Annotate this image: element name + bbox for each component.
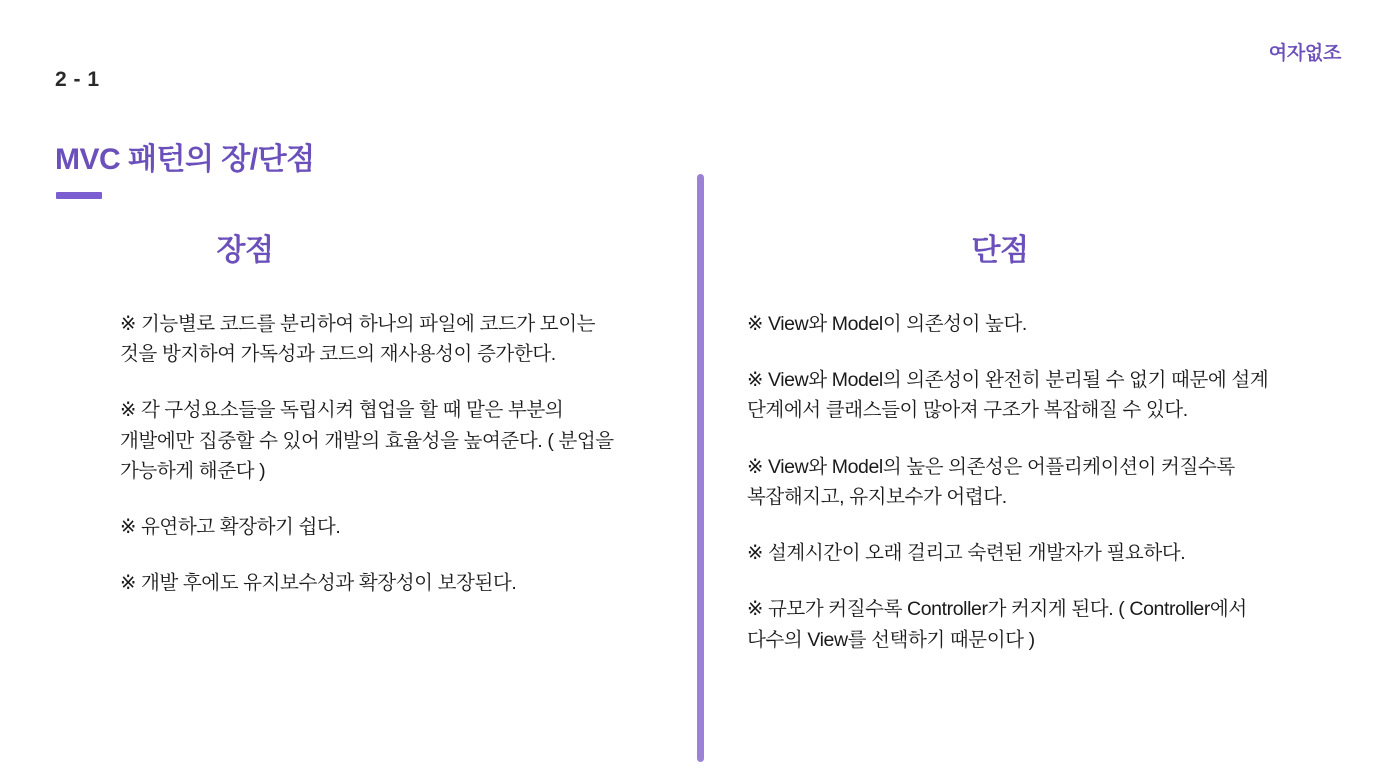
cons-list (740, 309, 1360, 655)
pros-heading: 장점 (216, 234, 274, 267)
list-item: ※ 유연하고 확장하기 쉽다. (120, 516, 341, 539)
pros-column (55, 225, 675, 625)
list-item: ※ View와 Model이 의존성이 높다. (747, 313, 1027, 335)
list-item: ※ 기능별로 코드를 분리하여 하나의 파일에 코드가 모이는 것을 방지하여 가독성과 코드의 재사용성이 증가한다. (120, 313, 596, 366)
column-divider (697, 174, 704, 762)
pros-list (55, 309, 675, 599)
list-item: ※ View와 Model의 의존성이 완전히 분리될 수 없기 때문에 설계 단계에서 클래스들이 많아져 구조가 복잡해질 수 있다. (747, 369, 1269, 422)
title-underline-rule (56, 192, 102, 199)
list-item: ※ 규모가 커질수록 Controller가 커지게 된다. ( Controller에서 다수의 View를 선택하기 때문이다 ) (747, 598, 1247, 651)
list-item: ※ 설계시간이 오래 걸리고 숙련된 개발자가 필요하다. (747, 542, 1186, 565)
page-title: MVC 패턴의 장/단점 (55, 143, 315, 176)
cons-column (740, 225, 1360, 681)
brand-tag: 여자없조 (1268, 43, 1341, 64)
list-item: ※ 각 구성요소들을 독립시켜 협업을 할 때 맡은 부분의 개발에만 집중할 수 있어 개발의 효율성을 높여준다. ( 분업을 가능하게 해준다 ) (120, 399, 614, 482)
cons-heading: 단점 (971, 234, 1029, 267)
list-item: ※ View와 Model의 높은 의존성은 어플리케이션이 커질수록 복잡해지고, 유지보수가 어렵다. (747, 455, 1235, 508)
slide-number: 2 - 1 (55, 68, 100, 91)
list-item: ※ 개발 후에도 유지보수성과 확장성이 보장된다. (120, 572, 517, 595)
